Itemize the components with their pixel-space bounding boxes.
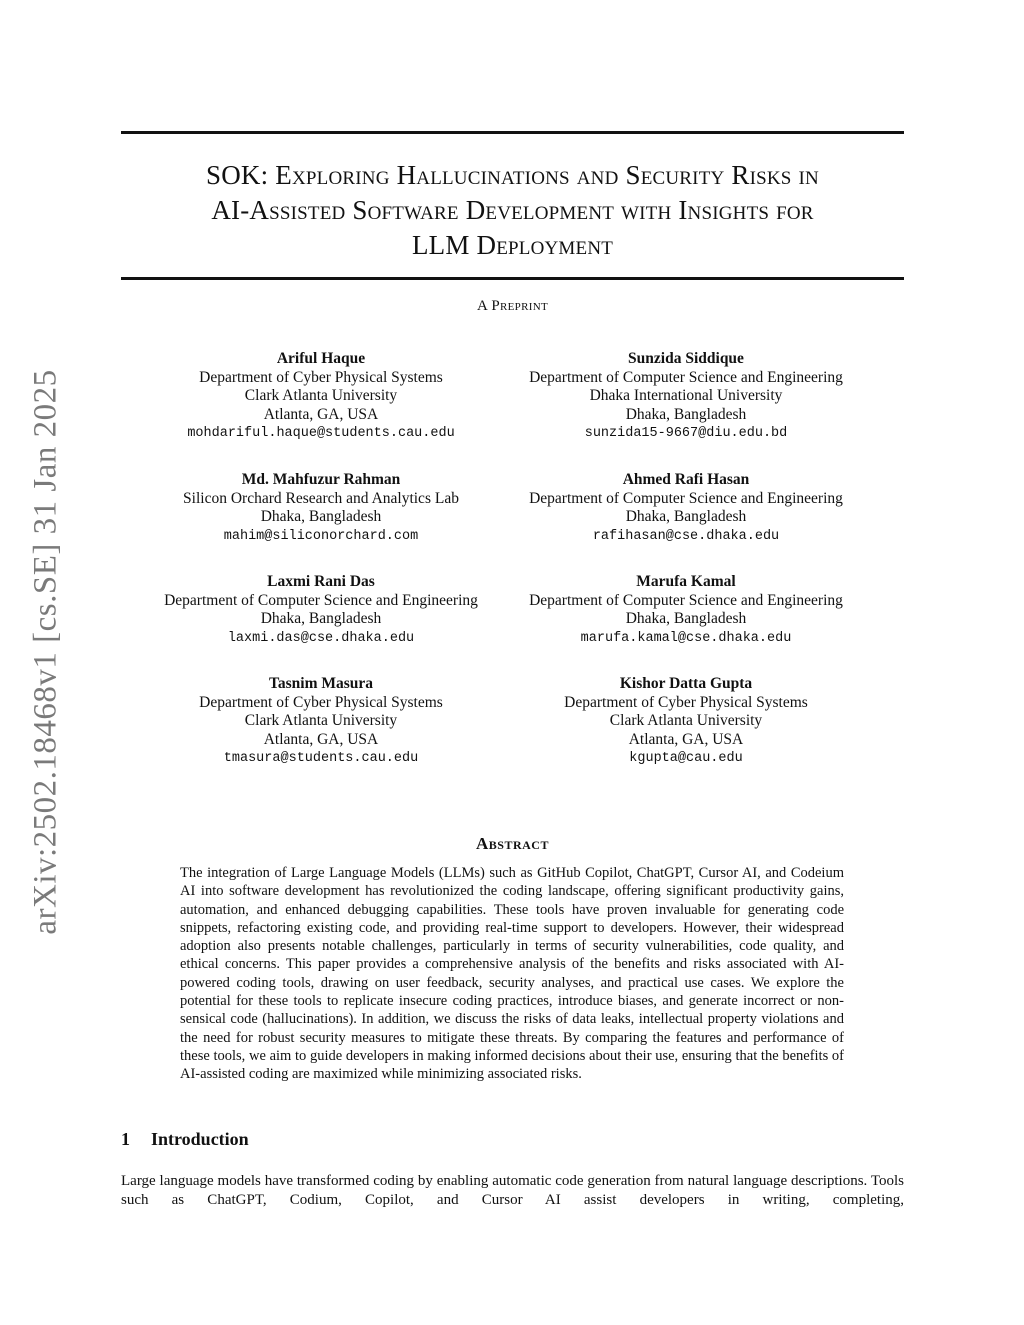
author-affiliation: Clark Atlanta University	[244, 387, 398, 404]
author-email[interactable]: rafihasan@cse.dhaka.edu	[592, 528, 780, 544]
author-block	[476, 675, 896, 768]
author-affiliation: Dhaka, Bangladesh	[260, 508, 382, 525]
author-affiliation: Department of Cyber Physical Systems	[199, 693, 443, 711]
author-block	[111, 350, 531, 443]
author-affiliation: Department of Computer Science and Engineering	[529, 368, 843, 386]
abstract-body: The integration of Large Language Models (LLMs) such as GitHub Copilot, ChatGPT, Cursor AI, and Codeium AI into software development has revolutionized the coding landscape, offering significant productivity gains, automation, and enhanced debugging capabilities. These tools have proven invaluable for generating code snippets, refactoring existing code, and providing real-time support to developers. However, their widespread adoption also presents notable challenges, particularly in terms of security vulnerabilities, code quality, and ethical concerns. This paper provides a comprehensive analysis of the benefits and risks associated with AI-powered coding tools, drawing on user feedback, security analyses, and practical use cases. We explore the potential for these tools to replicate insecure coding practices, introduce biases, and generate incorrect or non-sensical code (hallucinations). In addition, we discuss the risks of data leaks, intellectual property violations and the need for robust security measures to mitigate these threats. By comparing the features and performance of these tools, we aim to guide developers in making informed decisions about their use, ensuring that the benefits of AI-assisted coding are maximized while minimizing associated risks.	[180, 865, 844, 1083]
author-affiliation: Dhaka, Bangladesh	[625, 508, 747, 525]
author-block	[111, 675, 531, 768]
author-affiliation: Dhaka, Bangladesh	[260, 610, 382, 627]
author-name: Laxmi Rani Das	[267, 573, 375, 590]
author-name: Md. Mahfuzur Rahman	[241, 471, 401, 488]
author-email[interactable]: mahim@siliconorchard.com	[223, 528, 419, 544]
author-affiliation: Department of Computer Science and Engineering	[529, 591, 843, 609]
author-name: Marufa Kamal	[636, 573, 736, 590]
author-email[interactable]: mohdariful.haque@students.cau.edu	[187, 426, 455, 441]
author-block	[111, 573, 531, 648]
author-affiliation: Atlanta, GA, USA	[263, 730, 379, 748]
title-top-rule	[121, 131, 904, 134]
paper-title	[121, 158, 904, 263]
author-block	[476, 350, 896, 443]
section-title: Introduction	[151, 1129, 249, 1149]
author-block	[476, 573, 896, 648]
author-affiliation: Department of Cyber Physical Systems	[199, 368, 443, 386]
title-line-2: AI-Assisted Software Development with Insights for	[211, 195, 814, 225]
author-email[interactable]: kgupta@cau.edu	[629, 751, 743, 766]
abstract-heading: Abstract	[476, 834, 549, 853]
author-name: Ariful Haque	[276, 350, 366, 367]
author-name: Kishor Datta Gupta	[619, 675, 753, 692]
author-affiliation: Atlanta, GA, USA	[628, 730, 744, 748]
author-name: Ahmed Rafi Hasan	[622, 471, 750, 488]
author-email[interactable]: marufa.kamal@cse.dhaka.edu	[580, 630, 792, 646]
author-name: Sunzida Siddique	[628, 350, 744, 367]
author-affiliation: Department of Cyber Physical Systems	[564, 693, 808, 711]
introduction-body: Large language models have transformed coding by enabling automatic code generation from natural language descriptions. Tools such as ChatGPT, Codium, Copilot, and Cursor AI assist developers in writing, completing,	[121, 1173, 904, 1208]
author-email[interactable]: tmasura@students.cau.edu	[223, 751, 419, 766]
preprint-label: A Preprint	[477, 298, 548, 314]
author-affiliation: Dhaka, Bangladesh	[625, 405, 747, 423]
author-name: Tasnim Masura	[268, 675, 374, 692]
author-affiliation: Clark Atlanta University	[244, 712, 398, 729]
author-block	[476, 471, 896, 546]
section-number: 1	[121, 1129, 130, 1149]
author-affiliation: Department of Computer Science and Engineering	[164, 591, 478, 609]
author-affiliation: Atlanta, GA, USA	[263, 405, 379, 423]
author-affiliation: Department of Computer Science and Engineering	[529, 489, 843, 507]
arxiv-identifier: arXiv:2502.18468v1 [cs.SE] 31 Jan 2025	[27, 369, 64, 935]
author-affiliation: Silicon Orchard Research and Analytics Lab	[183, 489, 459, 507]
author-affiliation: Dhaka, Bangladesh	[625, 610, 747, 627]
author-email[interactable]: sunzida15-9667@diu.edu.bd	[584, 426, 788, 441]
section-heading	[121, 1129, 904, 1150]
author-affiliation: Dhaka International University	[589, 387, 783, 404]
author-affiliation: Clark Atlanta University	[609, 712, 763, 729]
title-line-3: LLM Deployment	[411, 230, 614, 260]
author-email[interactable]: laxmi.das@cse.dhaka.edu	[227, 630, 415, 646]
author-block	[111, 471, 531, 546]
title-bottom-rule	[121, 277, 904, 280]
title-line-1: SOK: Exploring Hallucinations and Security Risks in	[206, 160, 819, 190]
